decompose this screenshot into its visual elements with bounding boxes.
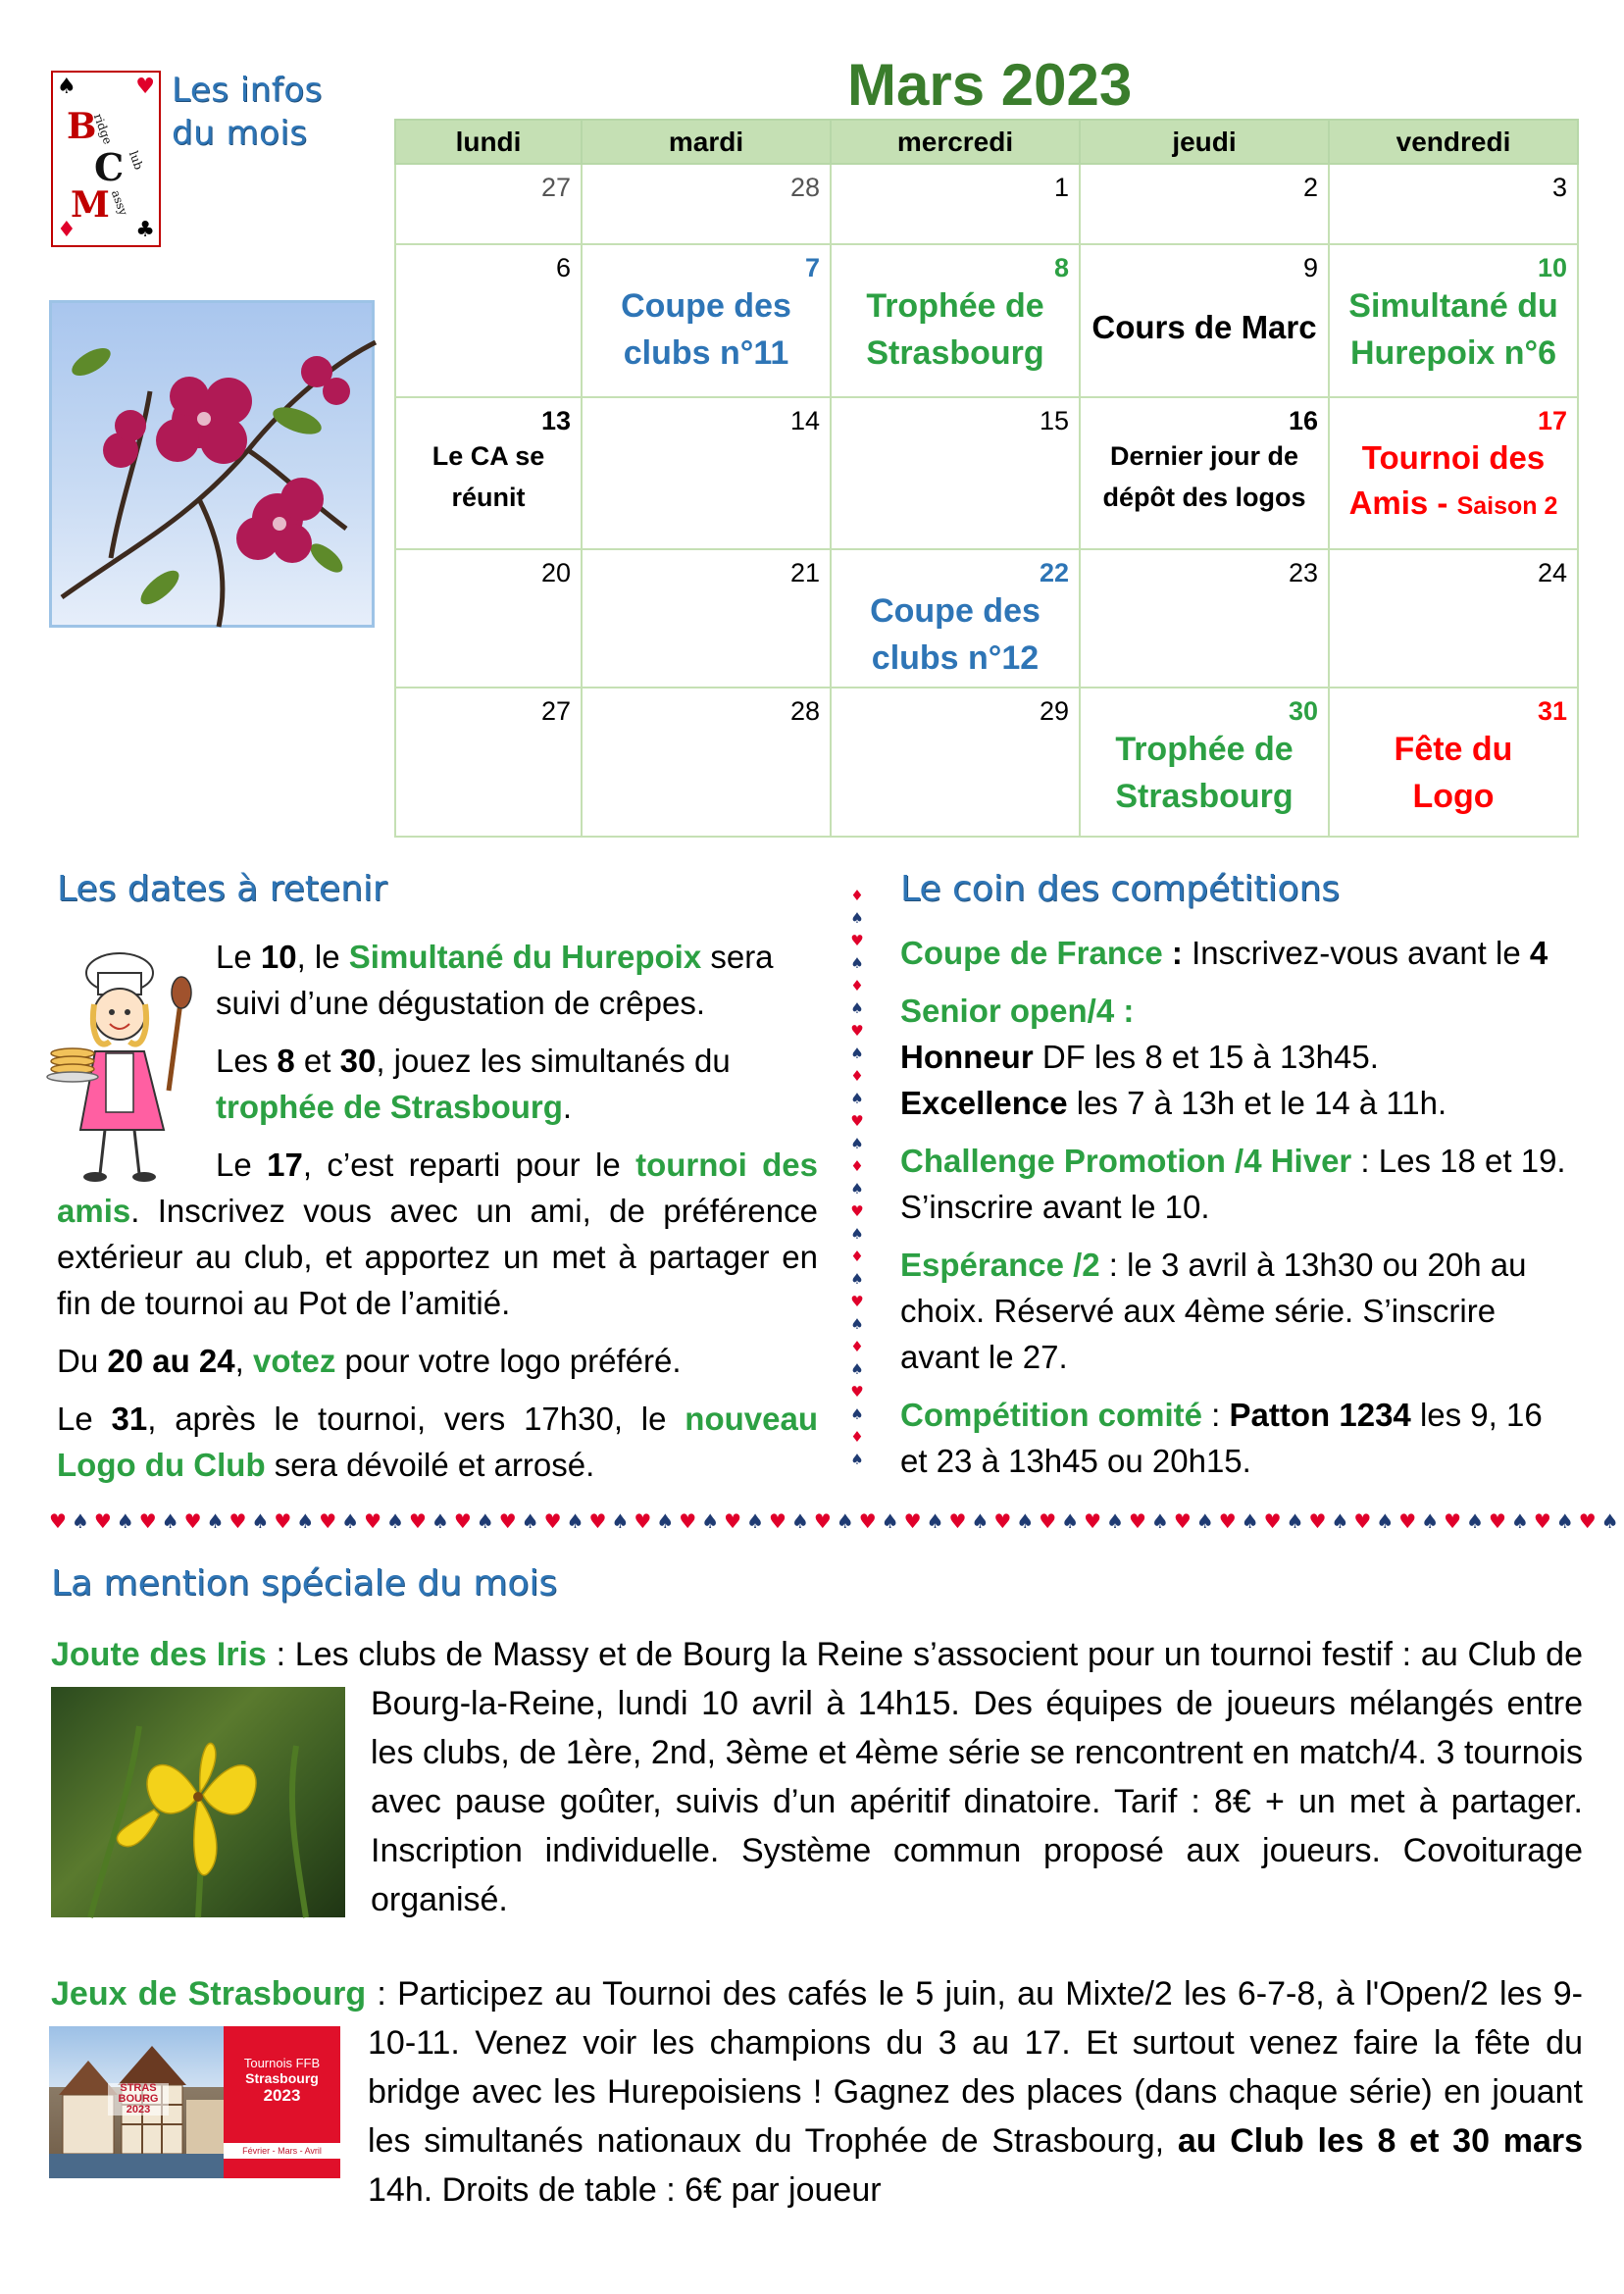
calendar-cell <box>831 244 1080 397</box>
strasbourg-stamp: STRAS BOURG 2023 <box>108 2083 169 2116</box>
poster-footer: Février - Mars - Avril <box>224 2143 340 2159</box>
calendar-cell <box>1329 688 1578 837</box>
event-coupe-des-clubs <box>583 282 830 377</box>
day-number: 27 <box>540 173 571 202</box>
day-number: 9 <box>1302 253 1318 282</box>
calendar-cell <box>395 244 582 397</box>
day-number: 31 <box>1537 696 1567 726</box>
competition-item: Senior open/4 : Honneur DF les 8 et 15 à 13h45. Excellence les 7 à 13h et le 14 à 11h. <box>900 993 1447 1121</box>
event-line: dépôt des logos <box>1102 483 1306 512</box>
calendar-cell <box>582 164 831 244</box>
calendar-week-row <box>395 244 1578 397</box>
event-line: Fête du <box>1394 731 1513 768</box>
day-header: jeudi <box>1080 120 1329 164</box>
event-simultane-hurepoix <box>1330 282 1577 377</box>
day-number: 28 <box>789 173 820 202</box>
event-line: Le CA se <box>431 441 545 471</box>
event-separator: - <box>1428 484 1457 521</box>
day-number: 24 <box>1537 558 1567 587</box>
event-trophee-strasbourg <box>832 282 1079 377</box>
calendar-week-row <box>395 549 1578 688</box>
competitions-list <box>900 930 1577 1496</box>
logo-letter-b: B <box>67 106 97 147</box>
calendar-cell <box>1329 244 1578 397</box>
day-number: 10 <box>1537 253 1567 282</box>
poster-line1: Tournois FFB <box>243 2056 321 2070</box>
calendar-table <box>394 119 1579 838</box>
event-coupe-des-clubs <box>832 587 1079 682</box>
day-number: 2 <box>1302 173 1318 202</box>
date-item: Le 10, le Simultané du Hurepoix sera suivi d’une dégustation de crêpes. <box>216 939 774 1021</box>
calendar-cell <box>395 397 582 549</box>
event-tournoi-des-amis <box>1330 435 1577 529</box>
mention-iris: Joute des Iris : Les clubs de Massy et de Bourg la Reine s’associent pour un tournoi festif : au Club de Bourg-la-Reine, lundi 10 avril à 14h15. Des équipes de joueurs mélangés entre les clubs, de 1ère, 2nd, 3ème et 4ème série se rencontrent en match/4. 3 tournois avec pause goûter, suivis d’un apéritif dinatoire. Tarif : 8€ + un met à partager. Inscription individuelle. Système commun proposé aux joueurs. Covoiturage organisé. <box>51 1630 1583 1924</box>
day-number: 30 <box>1288 696 1318 726</box>
calendar-cell <box>1080 549 1329 688</box>
event-fete-du-logo <box>1330 726 1577 820</box>
suit-divider-horizontal: ♥♠♥♠♥♠♥♠♥♠♥♠♥♠♥♠♥♠♥♠♥♠♥♠♥♠♥♠♥♠♥♠♥♠♥♠♥♠♥♠♥♠♥♠♥♠♥♠♥♠♥♠♥♠♥♠♥♠♥♠♥♠♥♠♥♠♥♠♥♠ <box>49 1509 1624 1533</box>
calendar-cell <box>831 549 1080 688</box>
day-number: 29 <box>1039 696 1069 726</box>
blossom-photo <box>49 300 375 628</box>
mention-section-title: La mention spéciale du mois <box>51 1563 558 1604</box>
logo-letter-c: C <box>94 145 125 189</box>
date-item: Les 8 et 30, jouez les simultanés du trophée de Strasbourg. <box>216 1043 731 1125</box>
event-line: Strasbourg <box>866 334 1044 372</box>
day-header: mercredi <box>831 120 1080 164</box>
event-line: Simultané du <box>1348 287 1558 325</box>
competition-item: Challenge Promotion /4 Hiver : Les 18 et 19. S’inscrire avant le 10. <box>900 1143 1566 1225</box>
day-number: 3 <box>1551 173 1567 202</box>
calendar-week-row <box>395 397 1578 549</box>
suit-divider-vertical: ♦ ♠ ♥ ♠ ♦ ♠ ♥ ♠ ♦ ♠ ♥ ♠ ♦ ♠ ♥ ♠ ♦ ♠ ♥ ♠ ♦ ♠ ♥ ♠ ♦ ♠ <box>850 887 864 1468</box>
day-header: lundi <box>395 120 582 164</box>
event-line: Strasbourg <box>1115 778 1294 815</box>
day-number: 21 <box>789 558 820 587</box>
event-cours-de-marc: Cours de Marc <box>1091 309 1317 345</box>
day-number: 17 <box>1537 406 1567 435</box>
event-line: Logo <box>1412 778 1495 815</box>
calendar-cell <box>1080 397 1329 549</box>
calendar-cell <box>1080 164 1329 244</box>
header-title-line2: du mois <box>172 114 308 153</box>
day-number: 14 <box>789 406 820 435</box>
calendar-header-row <box>395 120 1578 164</box>
poster-line2: Strasbourg <box>245 2070 319 2086</box>
event-line: clubs n°12 <box>871 639 1040 677</box>
day-number: 7 <box>804 253 820 282</box>
dates-section-title: Les dates à retenir <box>57 869 387 909</box>
competition-item: Coupe de France : Inscrivez-vous avant le 4 <box>900 935 1548 971</box>
calendar-cell <box>831 164 1080 244</box>
event-season: Saison 2 <box>1456 492 1558 520</box>
event-line: Amis <box>1348 484 1429 521</box>
event-line: Trophée de <box>1115 731 1294 768</box>
calendar-title: Mars 2023 <box>847 52 1133 118</box>
heart-icon: ♥ <box>135 75 155 99</box>
competition-item: Compétition comité : Patton 1234 les 9, 16 et 23 à 13h45 ou 20h15. <box>900 1397 1543 1479</box>
header-title <box>172 69 323 155</box>
competitions-section-title: Le coin des compétitions <box>900 869 1341 909</box>
day-number: 16 <box>1288 406 1318 435</box>
dates-list <box>57 934 818 1500</box>
header-title-line1: Les infos <box>172 71 323 110</box>
calendar-cell <box>831 397 1080 549</box>
day-number: 28 <box>789 696 820 726</box>
day-number: 1 <box>1053 173 1069 202</box>
logo-word-ridge: ridge <box>90 112 115 146</box>
calendar-week-row <box>395 164 1578 244</box>
calendar-cell <box>582 244 831 397</box>
calendar-cell <box>582 549 831 688</box>
club-icon: ♣ <box>135 218 155 242</box>
event-line: Hurepoix n°6 <box>1349 334 1557 372</box>
mention-body <box>51 1630 1583 2215</box>
iris-spacer <box>51 1685 345 1926</box>
spade-icon: ♠ <box>57 75 76 99</box>
event-line: Tournoi des <box>1361 439 1546 476</box>
logo-letter-m: M <box>71 184 110 226</box>
calendar-cell <box>582 688 831 837</box>
day-number: 6 <box>555 253 571 282</box>
stras-spacer <box>51 2028 342 2185</box>
day-number: 8 <box>1053 253 1069 282</box>
competition-item: Espérance /2 : le 3 avril à 13h30 ou 20h au choix. Réservé aux 4ème série. S’inscrire avant le 27. <box>900 1247 1527 1375</box>
event-line: Coupe des <box>621 287 791 325</box>
day-number: 15 <box>1039 406 1069 435</box>
calendar-cell <box>1080 244 1329 397</box>
calendar-cell <box>1080 688 1329 837</box>
calendar-cell <box>395 549 582 688</box>
date-item: Le 31, après le tournoi, vers 17h30, le nouveau Logo du Club sera dévoilé et arrosé. <box>57 1401 818 1483</box>
logo-word-assy: assy <box>108 188 130 218</box>
event-line: Trophée de <box>866 287 1044 325</box>
event-line: réunit <box>451 483 526 512</box>
mention-strasbourg: Jeux de Strasbourg : Participez au Tournoi des cafés le 5 juin, au Mixte/2 les 6-7-8, à l'Open/2 les 9-10-11. Venez voir les champions du 3 au 17. Et surtout venez faire la fête du bridge avec les Hurepoisiens ! Gagnez des places (dans chaque série) en jouant les simultanés nationaux du Trophée de Strasbourg, au Club les 8 et 30 mars 14h. Droits de table : 6€ par joueur <box>51 1975 1583 2209</box>
event-line: Coupe des <box>870 592 1040 630</box>
logo-word-lub: lub <box>126 149 146 172</box>
club-logo <box>51 71 161 247</box>
day-number: 20 <box>540 558 571 587</box>
date-item: Le 17, c’est reparti pour le tournoi des amis. Inscrivez vous avec un ami, de préférence extérieur au club, et apportez un met à partager en fin de tournoi au Pot de l’amitié. <box>57 1147 819 1321</box>
event-depot-logos <box>1081 435 1328 518</box>
event-ca-reunion <box>396 435 581 518</box>
poster-line3: 2023 <box>263 2086 301 2105</box>
day-header: vendredi <box>1329 120 1578 164</box>
calendar-cell <box>395 688 582 837</box>
date-item: Du 20 au 24, votez pour votre logo préféré. <box>57 1343 682 1379</box>
calendar-cell <box>831 688 1080 837</box>
calendar-cell <box>1329 549 1578 688</box>
calendar-week-row <box>395 688 1578 837</box>
calendar-cell <box>1329 397 1578 549</box>
day-number: 23 <box>1288 558 1318 587</box>
day-number: 13 <box>540 406 571 435</box>
event-trophee-strasbourg <box>1081 726 1328 820</box>
calendar-cell <box>395 164 582 244</box>
day-number: 27 <box>540 696 571 726</box>
day-number: 22 <box>1039 558 1069 587</box>
calendar-cell <box>1329 164 1578 244</box>
event-line: Dernier jour de <box>1109 441 1299 471</box>
diamond-icon: ♦ <box>57 218 76 242</box>
day-header: mardi <box>582 120 831 164</box>
calendar-cell <box>582 397 831 549</box>
event-line: clubs n°11 <box>623 334 789 372</box>
